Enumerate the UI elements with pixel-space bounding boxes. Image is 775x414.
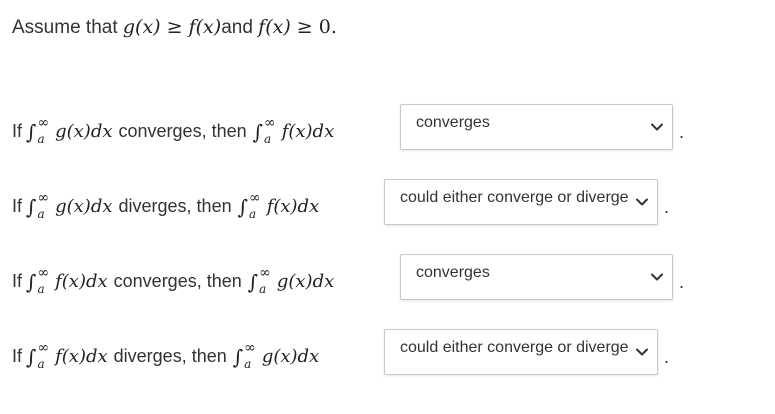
- integrand: g(x)dx: [261, 345, 320, 367]
- integrand: f(x)dx: [55, 345, 108, 367]
- question-row-3: [12, 257, 334, 305]
- lower-limit: a: [37, 357, 45, 371]
- integral-limits: [37, 267, 49, 295]
- upper-limit: ∞: [244, 340, 256, 356]
- integrand: g(x)dx: [276, 270, 335, 292]
- upper-limit: ∞: [249, 190, 261, 206]
- and-text: and: [221, 17, 253, 38]
- question-row-4: [12, 332, 319, 380]
- integral-sign: ∫: [252, 120, 264, 144]
- lower-limit: a: [259, 282, 267, 296]
- if-text: If: [12, 120, 23, 141]
- problem-statement: [12, 14, 337, 41]
- integral-sign: ∫: [232, 345, 244, 369]
- condition-text: diverges, then: [118, 195, 232, 216]
- chevron-down-icon: [633, 329, 651, 375]
- integral-limits: [37, 192, 49, 220]
- upper-limit: ∞: [37, 190, 50, 206]
- upper-limit: ∞: [37, 340, 50, 356]
- integral-limits: [244, 342, 256, 370]
- inequality-2: f(x) ≥ 0.: [258, 16, 337, 38]
- period: .: [664, 347, 670, 367]
- dropdown-value: converges: [416, 114, 490, 131]
- integral-limits: [37, 117, 49, 145]
- if-text: If: [12, 345, 23, 366]
- assume-text: Assume that: [12, 17, 118, 38]
- integral-sign: ∫: [26, 270, 37, 294]
- chevron-down-icon: [648, 104, 666, 150]
- inequality-1: g(x) ≥ f(x): [122, 16, 222, 38]
- lower-limit: a: [37, 132, 45, 146]
- question-row-2: [12, 182, 319, 230]
- integrand: f(x)dx: [281, 120, 335, 142]
- lower-limit: a: [249, 207, 257, 221]
- answer-dropdown-3[interactable]: [400, 254, 673, 300]
- dropdown-value: could either converge or diverge: [400, 189, 629, 206]
- if-text: If: [12, 195, 23, 216]
- integral-second: [233, 342, 320, 370]
- dropdown-value: could either converge or diverge: [400, 339, 629, 356]
- integrand: g(x)dx: [55, 195, 113, 217]
- integrand: f(x)dx: [55, 270, 108, 292]
- period: .: [679, 122, 685, 142]
- integral-second: [253, 117, 335, 145]
- upper-limit: ∞: [259, 265, 271, 281]
- lower-limit: a: [244, 357, 252, 371]
- integral-sign: ∫: [26, 120, 37, 144]
- integrand: g(x)dx: [55, 120, 113, 142]
- period: .: [664, 197, 670, 217]
- answer-dropdown-4[interactable]: [384, 329, 658, 375]
- upper-limit: ∞: [37, 115, 50, 131]
- upper-limit: ∞: [264, 115, 276, 131]
- integral-second: [238, 192, 320, 220]
- integral-limits: [37, 342, 49, 370]
- integral-first: [26, 267, 108, 295]
- integral-sign: ∫: [237, 195, 249, 219]
- chevron-down-icon: [633, 179, 651, 225]
- lower-limit: a: [37, 207, 45, 221]
- question-row-1: [12, 107, 334, 155]
- lower-limit: a: [264, 132, 272, 146]
- integral-first: [26, 342, 108, 370]
- period: .: [679, 272, 685, 292]
- answer-dropdown-2[interactable]: [384, 179, 658, 225]
- upper-limit: ∞: [37, 265, 50, 281]
- integral-second: [248, 267, 335, 295]
- condition-text: converges, then: [118, 120, 247, 141]
- integral-sign: ∫: [26, 195, 37, 219]
- chevron-down-icon: [648, 254, 666, 300]
- condition-text: diverges, then: [113, 345, 227, 366]
- integral-first: [26, 117, 113, 145]
- integral-limits: [264, 117, 276, 145]
- lower-limit: a: [37, 282, 45, 296]
- integral-sign: ∫: [26, 345, 37, 369]
- dropdown-value: converges: [416, 264, 490, 281]
- integral-limits: [249, 192, 261, 220]
- integral-sign: ∫: [247, 270, 259, 294]
- condition-text: converges, then: [113, 270, 242, 291]
- answer-dropdown-1[interactable]: [400, 104, 673, 150]
- if-text: If: [12, 270, 23, 291]
- integral-limits: [259, 267, 271, 295]
- integral-first: [26, 192, 113, 220]
- integrand: f(x)dx: [266, 195, 320, 217]
